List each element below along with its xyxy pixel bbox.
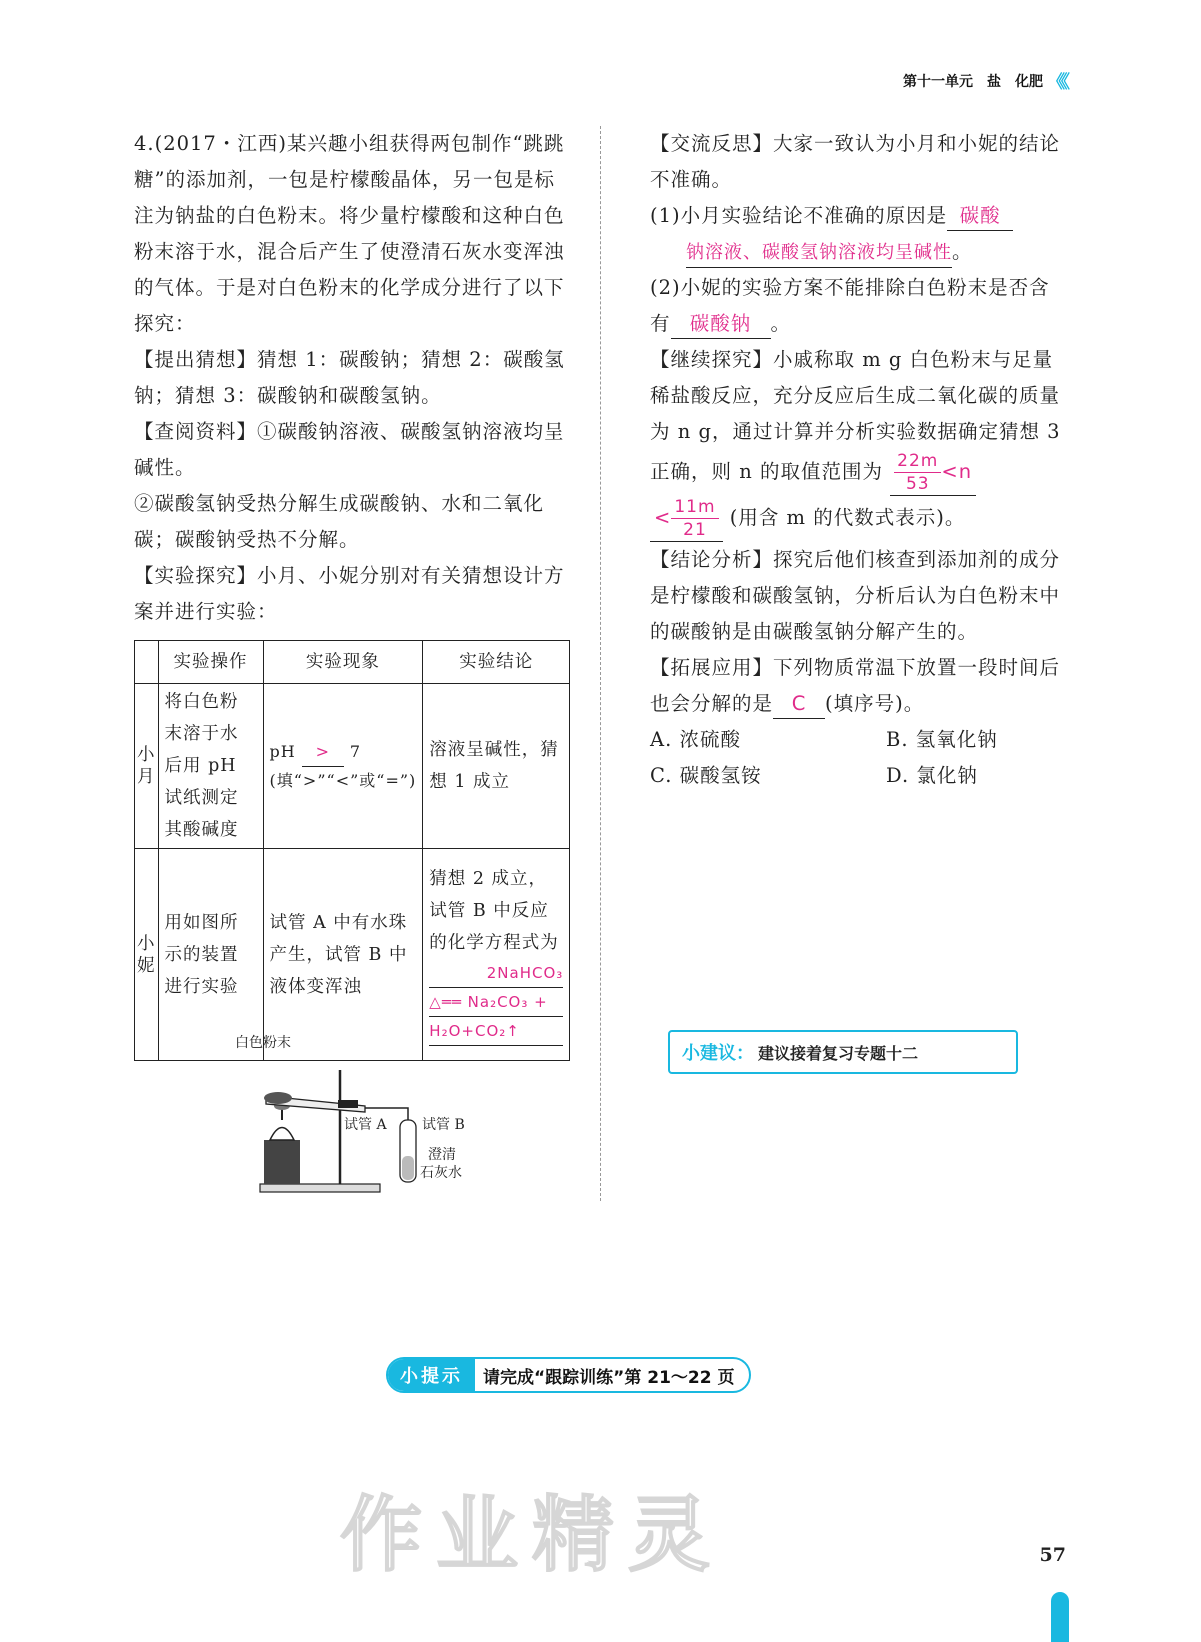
hint-text: 请完成“跟踪训练”第 21～22 页	[483, 1367, 735, 1388]
range-lt: <	[654, 506, 672, 529]
suggestion-text: 建议接着复习专题十二	[758, 1043, 919, 1063]
option-a: A. 浓硫酸	[650, 728, 741, 751]
experiment-intro: 【实验探究】小月、小妮分别对有关猜想设计方案并进行实验：	[134, 564, 565, 623]
conclusion-analysis: 【结论分析】探究后他们核查到添加剂的成分是柠檬酸和碳酸氢钠，分析后认为白色粉末中的碳酸钠是由碳酸氢钠分解产生的。	[650, 548, 1061, 643]
question-1	[650, 198, 1070, 270]
q2-prompt: (2)小妮的实验方案不能排除白色粉末是否含有	[650, 276, 1050, 335]
range-answer-1	[890, 450, 976, 496]
label-lime-1: 澄清	[428, 1147, 456, 1163]
equation-line-3: H₂O+CO₂↑	[429, 1017, 563, 1046]
row-phenomenon	[263, 684, 423, 849]
extension-prompt: 【拓展应用】下列物质常温下放置一段时间后也会分解的是	[650, 656, 1061, 715]
option-d: D. 氯化钠	[886, 764, 978, 787]
label-tube-a: 试管 A	[344, 1117, 387, 1133]
row-who-xiaoyue: 小月	[135, 684, 159, 849]
continue-text: 【继续探究】小戚称取 m g 白色粉末与足量稀盐酸反应，充分反应后生成二氧化碳的质量为 n g，通过计算并分析实验数据确定猜想 3 正确，则 n 的取值范围为	[650, 348, 1061, 483]
question-2	[650, 270, 1070, 342]
frac2-den: 21	[683, 520, 707, 540]
equation-line-1: 2NaHCO₃	[429, 959, 563, 988]
option-b: B. 氢氧化钠	[886, 728, 998, 751]
option-c: C. 碳酸氢铵	[650, 764, 762, 787]
fraction-22m-53	[894, 450, 941, 495]
ph-answer: >	[302, 738, 344, 767]
continue-explore	[650, 342, 1070, 542]
suggestion-box	[668, 1030, 1018, 1074]
side-tab	[1051, 1592, 1069, 1642]
label-tube-b: 试管 B	[422, 1117, 465, 1133]
hint-label: 小提示	[388, 1359, 475, 1391]
right-column	[650, 126, 1070, 794]
apparatus-figure	[235, 1035, 500, 1200]
q1-answer-part-1: 碳酸	[947, 202, 1013, 231]
row-conclusion: 溶液呈碱性，猜想 1 成立	[423, 684, 570, 849]
extension-question	[650, 650, 1070, 722]
reference-info-1: 【查阅资料】①碳酸钠溶液、碳酸氢钠溶液均呈碱性。	[134, 420, 565, 479]
label-powder: 白色粉末	[235, 1035, 291, 1051]
row-operation: 将白色粉末溶于水后用 pH 试纸测定其酸碱度	[158, 684, 263, 849]
suggestion-label: 小建议：	[682, 1043, 754, 1064]
range-note: (用含 m 的代数式表示)。	[729, 506, 966, 529]
range-mid: <n	[941, 460, 973, 483]
q2-answer: 碳酸钠	[671, 310, 771, 339]
q1-end: 。	[952, 240, 973, 263]
q2-end: 。	[770, 312, 792, 335]
extension-answer: C	[773, 690, 825, 719]
row-conclusion	[423, 849, 570, 1061]
q1-answer-part-2: 钠溶液、碳酸氢钠溶液均呈碱性	[686, 239, 952, 268]
column-divider	[600, 126, 601, 1201]
range-answer-2	[650, 496, 723, 542]
frac2-num: 11m	[671, 496, 718, 519]
unit-title: 第十一单元 盐 化肥	[903, 74, 1043, 90]
frac1-num: 22m	[894, 450, 941, 473]
table-header-empty	[135, 641, 159, 684]
reference-info-2: ②碳酸氢钠受热分解生成碳酸钠、水和二氧化碳；碳酸钠受热不分解。	[134, 492, 545, 551]
ph-prefix: pH	[269, 741, 296, 761]
frac1-den: 53	[905, 474, 930, 494]
conclusion-text: 猜想 2 成立，试管 B 中反应的化学方程式为	[429, 869, 559, 953]
table-header-phenomenon: 实验现象	[263, 641, 423, 684]
hypothesis-text: 【提出猜想】猜想 1：碳酸钠；猜想 2：碳酸氢钠；猜想 3：碳酸钠和碳酸氢钠。	[134, 348, 565, 407]
table-header-conclusion: 实验结论	[423, 641, 570, 684]
table-row	[135, 849, 570, 1061]
extension-end: (填序号)。	[825, 692, 925, 715]
q1-prompt: (1)小月实验结论不准确的原因是	[650, 204, 948, 227]
ph-suffix: 7	[349, 741, 362, 761]
ph-fill-note: (填“>”“<”或“=”)	[269, 770, 417, 790]
question-intro: 4.(2017・江西)某兴趣小组获得两包制作“跳跳糖”的添加剂，一包是柠檬酸晶体，另一包是标注为钠盐的白色粉末。将少量柠檬酸和这种白色粉末溶于水，混合后产生了使澄清石灰水变浑浊的气体。于是对白色粉末的化学成分进行了以下探究：	[134, 132, 565, 335]
table-row	[135, 684, 570, 849]
reflection-text: 【交流反思】大家一致认为小月和小妮的结论不准确。	[650, 132, 1061, 191]
label-lime-2: 石灰水	[420, 1165, 462, 1181]
page-header	[903, 68, 1066, 94]
fraction-11m-21	[671, 496, 718, 541]
table-header-row	[135, 641, 570, 684]
table-header-operation: 实验操作	[158, 641, 263, 684]
row-phenomenon: 试管 A 中有水珠产生，试管 B 中液体变浑浊	[263, 849, 423, 1061]
chevron-left-icon: 《《	[1047, 72, 1066, 93]
page-number: 57	[1039, 1544, 1066, 1566]
row-operation: 用如图所示的装置进行实验	[158, 849, 263, 1061]
row-who-xiaoni: 小妮	[135, 849, 159, 1061]
equation-line-2: △══ Na₂CO₃ +	[429, 988, 563, 1017]
watermark: 作业精灵	[340, 1488, 725, 1583]
left-column	[134, 126, 574, 1061]
options-grid	[650, 722, 1070, 794]
experiment-table	[134, 640, 570, 1061]
hint-banner	[386, 1357, 751, 1393]
